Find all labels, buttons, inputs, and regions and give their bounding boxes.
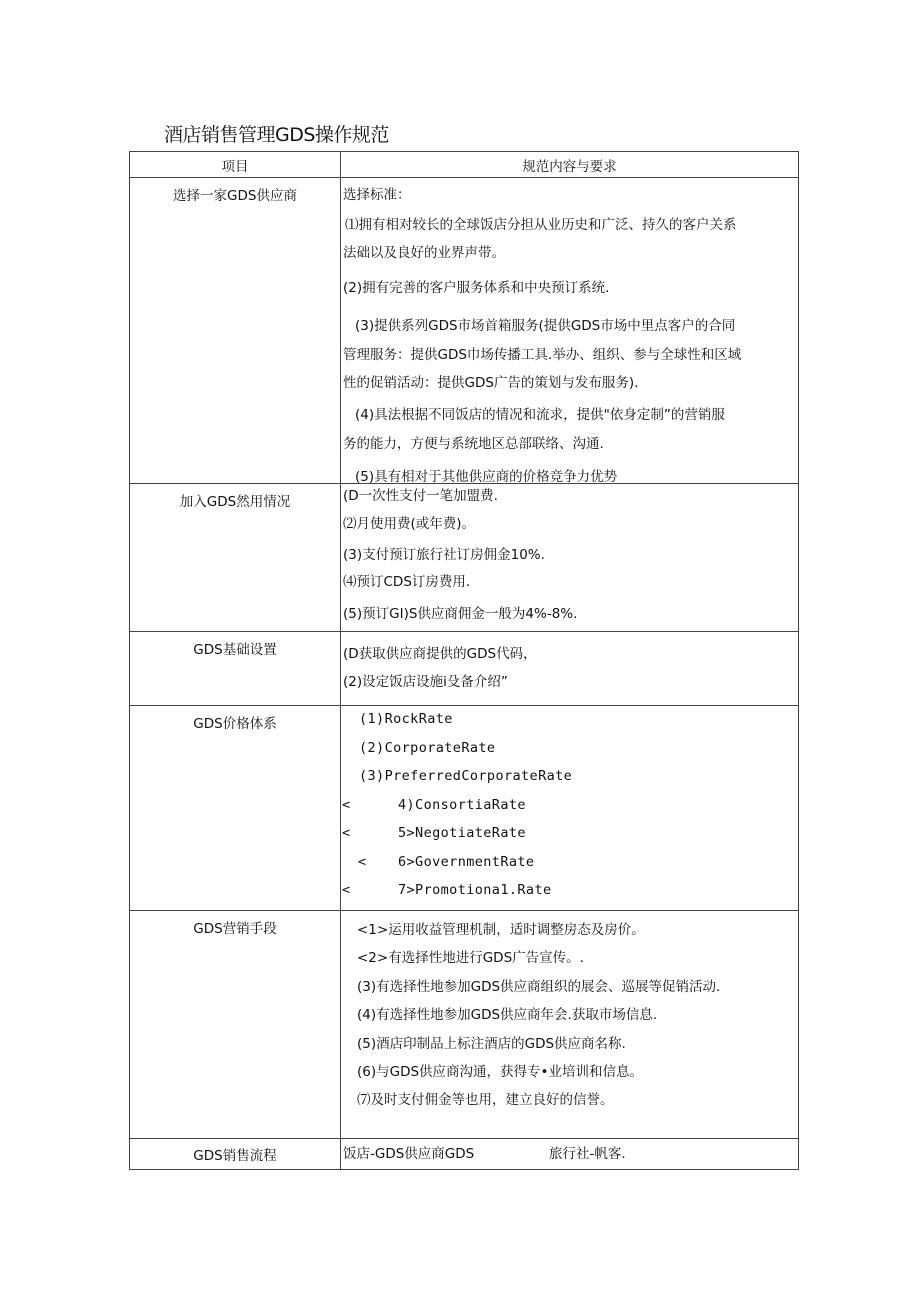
row-content bbox=[341, 632, 798, 705]
table-row bbox=[130, 1139, 799, 1170]
row-content bbox=[341, 484, 798, 631]
text-line: 选择标准： bbox=[343, 187, 411, 203]
text-line: (6)与GDS供应商沟通，获得专•业培训和信息。 bbox=[357, 1064, 644, 1080]
row-label: GDS营销手段 bbox=[193, 921, 277, 937]
document-title: 酒店销售管理GDS操作规范 bbox=[164, 124, 389, 146]
table-row bbox=[130, 706, 799, 911]
text-line: ⑷预订CDS订房费用. bbox=[343, 574, 471, 590]
text-line: (2)设定饭店设施i殳备介绍” bbox=[343, 674, 508, 690]
text-line: (4)具法根据不同饭店的情况和流求，提供"依身定制”的营销服 bbox=[355, 407, 725, 423]
text-line: 务的能力，方便与系统地区总部联络、沟通. bbox=[343, 436, 604, 452]
text-line: 6>GovernmentRate bbox=[398, 854, 535, 870]
text-line: < bbox=[342, 882, 351, 898]
spec-table bbox=[129, 151, 799, 1170]
row-content bbox=[341, 911, 798, 1138]
text-line: ⑺及时支付佣金等也用，建立良好的信誉。 bbox=[357, 1092, 614, 1108]
text-line: (5)预订GI)S供应商佣金一般为4%-8%. bbox=[343, 606, 578, 622]
text-line: <2>有选择性地进行GDS广告宣传。. bbox=[357, 950, 584, 966]
text-line: ⑵月使用费(或年费)。 bbox=[343, 516, 476, 532]
table-row bbox=[130, 911, 799, 1139]
table-row bbox=[130, 178, 799, 484]
text-line: 法础以及良好的业界声带。 bbox=[343, 245, 505, 261]
row-content bbox=[341, 1139, 798, 1169]
header-requirements: 规范内容与要求 bbox=[341, 152, 799, 178]
header-item: 项目 bbox=[130, 152, 341, 178]
text-line: (3)PreferredCorporateRate bbox=[359, 768, 573, 784]
text-line: (5)酒店印制品上标注酒店的GDS供应商名称. bbox=[357, 1036, 626, 1052]
text-line: < bbox=[342, 797, 351, 813]
row-content bbox=[341, 706, 798, 910]
row-label: GDS基础设置 bbox=[193, 642, 277, 658]
text-line: (2)CorporateRate bbox=[359, 740, 496, 756]
text-line: (D一次性支付一笔加盟费. bbox=[343, 488, 498, 504]
text-line: (3)支付预订旅行社订房佣金10%. bbox=[343, 547, 545, 563]
text-line: (4)有选择性地参加GDS供应商年会.获取市场信息. bbox=[357, 1007, 658, 1023]
text-line: (3)有选择性地参加GDS供应商组织的展会、巡展等促销活动. bbox=[357, 979, 721, 995]
text-line: 管理服务：提供GDS巾场传播工具.举办、组织、参与全球性和区域 bbox=[343, 347, 742, 363]
table-header-row bbox=[130, 152, 799, 178]
text-line: (3)提供系列GDS市场首箱服务(提供GDS市场中里点客户的合同 bbox=[355, 318, 736, 334]
row-label: 选择一家GDS供应商 bbox=[173, 188, 297, 204]
text-line: ⑴拥有相对较长的全球饭店分担从业历史和广泛、持久的客户关系 bbox=[345, 217, 737, 233]
text-line: 性的促销活动：提供GDS广告的策划与发布服务). bbox=[343, 375, 639, 391]
text-line: 饭店-GDS供应商GDS bbox=[343, 1146, 475, 1162]
text-line: <1>运用收益管理机制，适时调整房态及房价。 bbox=[357, 922, 645, 938]
table-row bbox=[130, 484, 799, 632]
text-line: 5>NegotiateRate bbox=[398, 825, 526, 841]
text-line: < bbox=[358, 854, 367, 870]
row-label: GDS价格体系 bbox=[193, 716, 277, 732]
table-row bbox=[130, 632, 799, 706]
text-line: (2)拥有完善的客户服务体系和中央预订系统. bbox=[343, 280, 610, 296]
text-line: (D获取供应商提供的GDS代码， bbox=[343, 646, 537, 662]
row-content bbox=[341, 178, 798, 483]
text-line: < bbox=[342, 825, 351, 841]
text-line: 4)ConsortiaRate bbox=[398, 797, 526, 813]
text-line: 7>Promotiona1.Rate bbox=[398, 882, 552, 898]
row-label: GDS销售流程 bbox=[193, 1148, 277, 1164]
row-label: 加入GDS然用情况 bbox=[179, 494, 291, 510]
text-line: 旅行社-帆客. bbox=[549, 1146, 626, 1162]
text-line: (5)具有相对于其他供应商的价格竞争力优势 bbox=[355, 469, 618, 483]
text-line: (1)RockRate bbox=[359, 711, 453, 727]
